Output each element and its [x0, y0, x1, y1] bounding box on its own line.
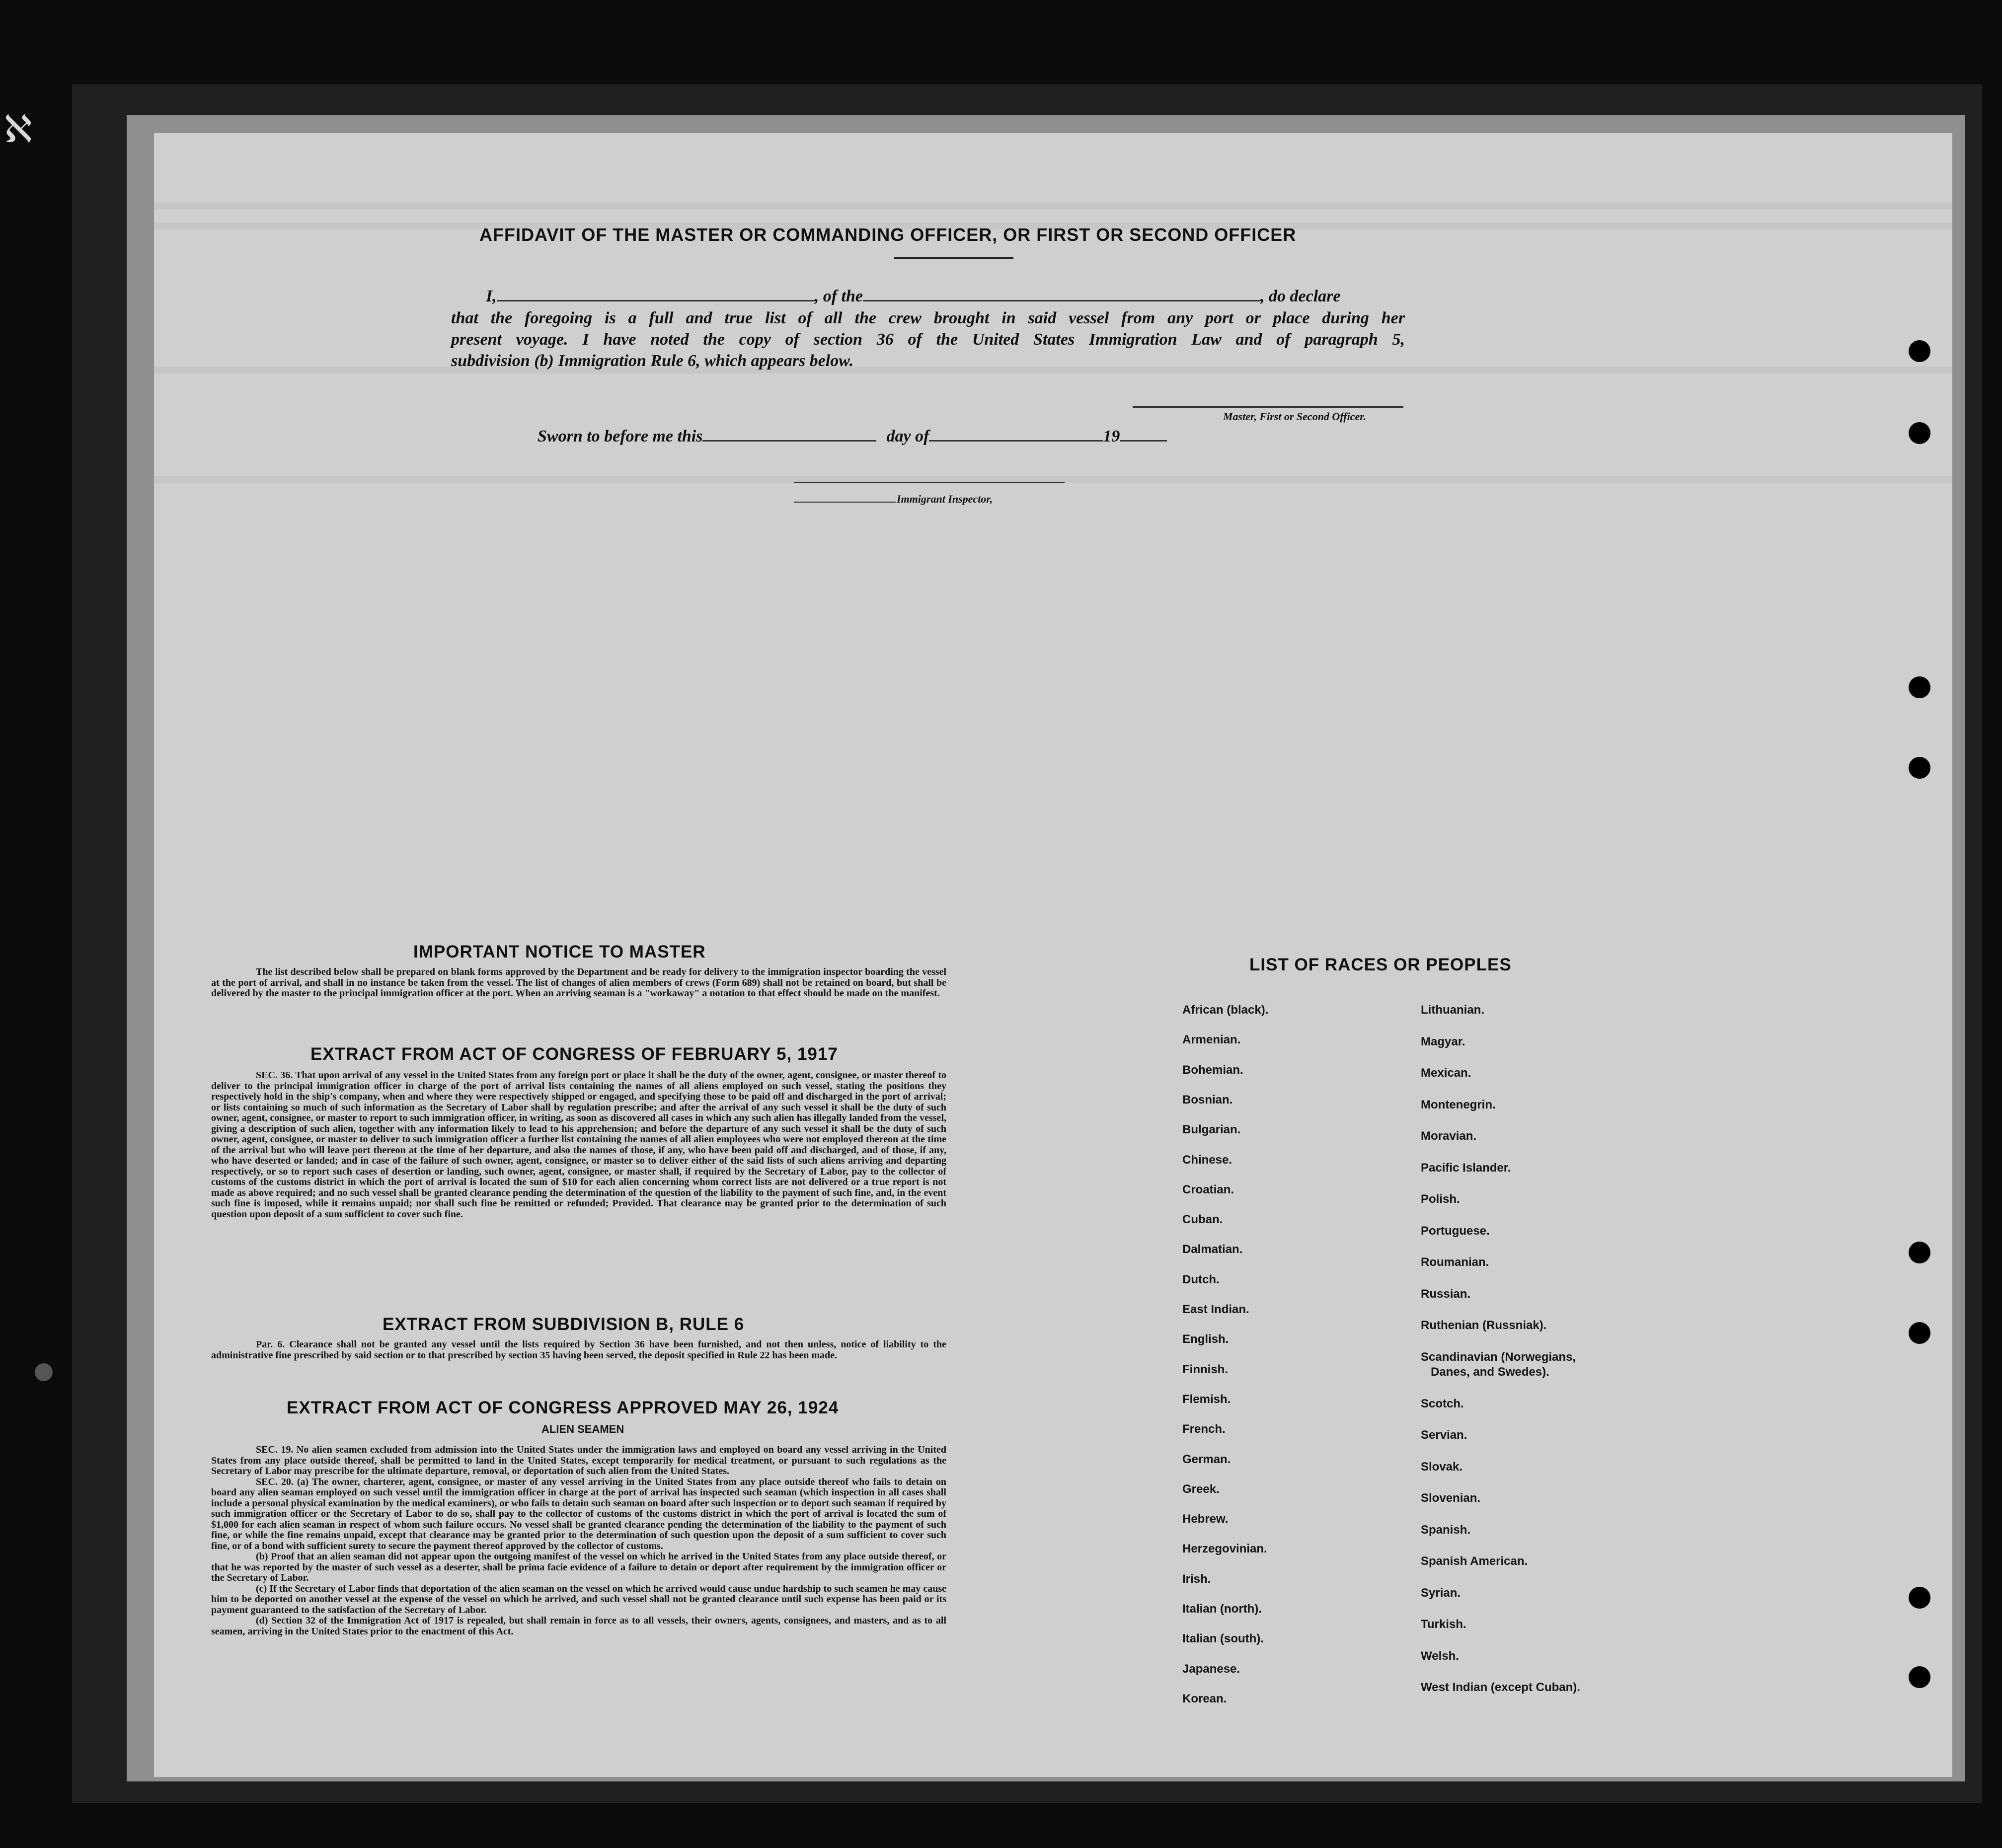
section-20d-paragraph: (d) Section 32 of the Immigration Act of 1917 is repealed, but shall remain in force as to all vessels, their owners, agents, consignees, and masters, and as to all seamen, arriving in the United States prior to the enactment of this Act. [211, 1615, 946, 1637]
race-item: Turkish. [1421, 1618, 1466, 1631]
race-item: English. [1182, 1332, 1229, 1346]
race-item: Slovak. [1421, 1460, 1463, 1474]
rule-6-paragraph: Par. 6. Clearance shall not be granted any vessel until the lists required by Section 36 have been furnished, and not then unless, notice of liability to the administrative fine prescribed by said section or to that prescribed by section 35 having been served, the deposit specified in Rule 22 has been made. [211, 1339, 946, 1361]
affidavit-title: AFFIDAVIT OF THE MASTER OR COMMANDING OFFICER, OR FIRST OR SECOND OFFICER [479, 224, 1297, 245]
race-item: Bohemian. [1182, 1063, 1243, 1077]
race-item: Ruthenian (Russniak). [1421, 1319, 1547, 1332]
stray-mark [35, 1363, 53, 1381]
race-item: Pacific Islander. [1421, 1161, 1511, 1175]
punch-hole [1909, 1587, 1930, 1609]
inspector-signature-line-top[interactable] [794, 482, 1065, 483]
sworn-month-blank[interactable] [929, 427, 1103, 442]
notice-title: IMPORTANT NOTICE TO MASTER [413, 942, 706, 961]
affidavit-title-underline [894, 257, 1013, 259]
declaration-line-2: that the foregoing is a full and true list of all the crew brought in said vessel from any port or place during her [451, 309, 1405, 327]
race-item: Chinese. [1182, 1153, 1232, 1167]
race-item: Greek. [1182, 1482, 1220, 1496]
extract-1917-text [211, 1070, 946, 1220]
race-item: Syrian. [1421, 1586, 1461, 1600]
race-item: West Indian (except Cuban). [1421, 1681, 1580, 1694]
punch-hole [1909, 1242, 1930, 1263]
races-title: LIST OF RACES OR PEOPLES [1249, 955, 1512, 974]
section-19-paragraph: SEC. 19. No alien seamen excluded from admission into the United States under the immigration laws and employed on board any vessel arriving in the United States from any place outside thereof, shall be permitted to land in the United States, except temporarily for medical treatment, or pursuant to such regulations as the Secretary of Labor may prescribe for the ultimate departure, removal, or deportation of such alien from the United States. [211, 1444, 946, 1477]
inspector-signature-line-bottom[interactable] [794, 502, 896, 503]
race-item: Portuguese. [1421, 1224, 1490, 1238]
race-item: Flemish. [1182, 1392, 1231, 1406]
race-item: Korean. [1182, 1692, 1227, 1705]
race-item: Roumanian. [1421, 1256, 1489, 1269]
race-item: Dalmatian. [1182, 1243, 1243, 1257]
bleed-through-band [154, 203, 1952, 210]
punch-hole [1909, 757, 1930, 779]
rule-6-title: EXTRACT FROM SUBDIVISION B, RULE 6 [383, 1315, 745, 1334]
race-item: Italian (north). [1182, 1602, 1262, 1616]
rule-6-text [211, 1339, 946, 1361]
race-item: Spanish American. [1421, 1554, 1528, 1568]
race-item: German. [1182, 1452, 1231, 1466]
declaration-line-4: subdivision (b) Immigration Rule 6, which appears below. [451, 352, 854, 370]
race-item: Finnish. [1182, 1362, 1228, 1376]
race-item: Armenian. [1182, 1033, 1241, 1047]
punch-hole [1909, 340, 1930, 362]
sworn-day-blank[interactable] [702, 427, 876, 442]
section-36-paragraph: SEC. 36. That upon arrival of any vessel in the United States from any foreign port or place it shall be the duty of the owner, agent, consignee, or master thereof to deliver to the principal immigration officer in charge of the port of arrival lists containing the names of all aliens employed on such vessel, stating the positions they respectively hold in the ship's company, when and where they were respectively shipped or engaged, and specifying those to be paid off and discharged in the port of arrival; or lists containing so much of such information as the Secretary of Labor shall by regulation prescribe; and after the arrival of any such vessel it shall be the duty of such owner, agent, consignee, or master to report to such immigration officer, in writing, as soon as discovered all cases in which any such alien has illegally landed from the vessel, giving a description of such alien, together with any information likely to lead to his apprehension; and before the departure of any such vessel it shall be the duty of such owner, agent, consignee, or master to deliver to such immigration officer a further list containing the names of all alien employees who were not employed thereon at the time of the arrival but who will leave port thereon at the time of her departure, and also the names of those, if any, who have been paid off and discharged, and of those, if any, who have deserted or landed; and in case of the failure of such owner, agent, consignee, or master so to deliver either of the said lists of such aliens arriving and departing respectively, or so to report such cases of desertion or landing, such owner, agent, consignee, or master shall, if required by the Secretary of Labor, pay to the collector of customs of the customs district in which the port of arrival is located the sum of $10 for each alien concerning whom correct lists are not delivered or a true report is not made as above required; and no such vessel shall be granted clearance pending the determination of the question of the liability to the payment of such fine, and, in the event such fine is imposed, while it remains unpaid; nor shall such fine be remitted or refunded; Provided. That clearance may be granted prior to the determination of such question upon deposit of a sum sufficient to cover such fine. [211, 1070, 946, 1220]
margin-scribble-mark: ℵ [4, 107, 32, 151]
race-item: Herzegovinian. [1182, 1542, 1267, 1556]
inspector-label: Immigrant Inspector, [897, 493, 993, 505]
race-item: French. [1182, 1422, 1226, 1436]
extract-1924-title: EXTRACT FROM ACT OF CONGRESS APPROVED MAY 26, 1924 [287, 1398, 839, 1417]
race-item: Cuban. [1182, 1213, 1223, 1227]
race-item: Welsh. [1421, 1649, 1459, 1663]
race-item: Dutch. [1182, 1272, 1220, 1286]
section-20c-paragraph: (c) If the Secretary of Labor finds that deportation of the alien seaman on the vessel on which he arrived would cause undue hardship to such seamen he may cause him to be deported on another vessel at the expense of the vessel on which he arrived, and such vessel shall not be granted clearance until such expense has been paid or its payment guaranteed to the satisfaction of the Secretary of Labor. [211, 1583, 946, 1616]
race-item: Polish. [1421, 1192, 1460, 1206]
race-item: East Indian. [1182, 1303, 1249, 1316]
notice-paragraph: The list described below shall be prepared on blank forms approved by the Department and be ready for delivery to the immigration inspector boarding the vessel at the port of arrival, and shall in no instance be taken from the vessel. The list of changes of alien members of crews (Form 689) shall not be retained on board, but shall be delivered by the master to the principal immigration officer at the port. When an arriving seaman is a "workaway" a notation to that effect should be made on the manifest. [211, 966, 946, 999]
declaration-line-3: present voyage. I have noted the copy of section 36 of the United States Immigration Law and of paragraph 5, [451, 330, 1405, 349]
race-item: Lithuanian. [1421, 1003, 1484, 1017]
punch-hole [1909, 676, 1930, 698]
master-signature-label: Master, First or Second Officer. [1223, 410, 1367, 423]
race-item: Montenegrin. [1421, 1098, 1496, 1111]
race-item: Moravian. [1421, 1129, 1477, 1143]
master-signature-line[interactable] [1133, 406, 1403, 408]
declarant-name-blank[interactable] [497, 287, 815, 301]
sworn-year-blank[interactable] [1120, 427, 1167, 442]
declaration-line-1: I, , of the , do declare [486, 287, 1341, 305]
race-item: Italian (south). [1182, 1632, 1264, 1646]
race-item: Bulgarian. [1182, 1123, 1241, 1137]
punch-hole [1909, 422, 1930, 444]
race-item: Irish. [1182, 1572, 1211, 1586]
extract-1924-text [211, 1445, 946, 1637]
notice-text [211, 967, 946, 999]
alien-seamen-subtitle: ALIEN SEAMEN [541, 1423, 624, 1435]
race-item: Mexican. [1421, 1066, 1471, 1080]
race-item: Spanish. [1421, 1523, 1471, 1537]
race-item: Hebrew. [1182, 1512, 1229, 1526]
punch-hole [1909, 1322, 1930, 1344]
race-item: Scandinavian (Norwegians, [1421, 1350, 1576, 1364]
section-20b-paragraph: (b) Proof that an alien seaman did not appear upon the outgoing manifest of the vessel on which he arrived in the United States from any place outside thereof, or that he was reported by the master of such vessel as a deserter, shall be prima facie evidence of a failure to detain or deport after requirement by the immigration officer or the Secretary of Labor. [211, 1551, 946, 1583]
race-item: Croatian. [1182, 1183, 1234, 1196]
vessel-name-blank[interactable] [863, 287, 1260, 301]
extract-1917-title: EXTRACT FROM ACT OF CONGRESS OF FEBRUARY 5, 1917 [310, 1044, 838, 1064]
race-item: Slovenian. [1421, 1491, 1481, 1505]
punch-hole [1909, 1666, 1930, 1688]
race-item: Scotch. [1421, 1397, 1464, 1410]
race-item: African (black). [1182, 1003, 1269, 1017]
sworn-line: Sworn to before me this day of 19 [538, 427, 1198, 446]
race-item: Japanese. [1182, 1662, 1240, 1676]
race-item: Servian. [1421, 1428, 1467, 1442]
race-item: Magyar. [1421, 1035, 1465, 1048]
race-item: Danes, and Swedes). [1431, 1365, 1549, 1379]
section-20a-paragraph: SEC. 20. (a) The owner, charterer, agent, consignee, or master of any vessel arriving in the United States from any place outside thereof who fails to detain on board any alien seaman employed on such vessel until the immigration officer in charge at the port of arrival has inspected such seaman (which inspection in all cases shall include a personal physical examination by the medical examiners), or who fails to detain such seaman on board after such inspection or to deport such seaman if required by such immigration officer or the Secretary of Labor to do so, shall pay to the collector of customs of the customs district in which the port of arrival is located the sum of $1,000 for each alien seaman in respect of whom such failure occurs. No vessel shall be granted clearance pending the determination of the liability to the payment of such fine, or while the fine remains unpaid, except that clearance may be granted prior to the determination of such question upon the deposit of a sum sufficient to cover such fine, or of a bond with sufficient surety to secure the payment thereof approved by the collector of customs. [211, 1476, 946, 1552]
race-item: Russian. [1421, 1287, 1471, 1301]
race-item: Bosnian. [1182, 1093, 1233, 1107]
